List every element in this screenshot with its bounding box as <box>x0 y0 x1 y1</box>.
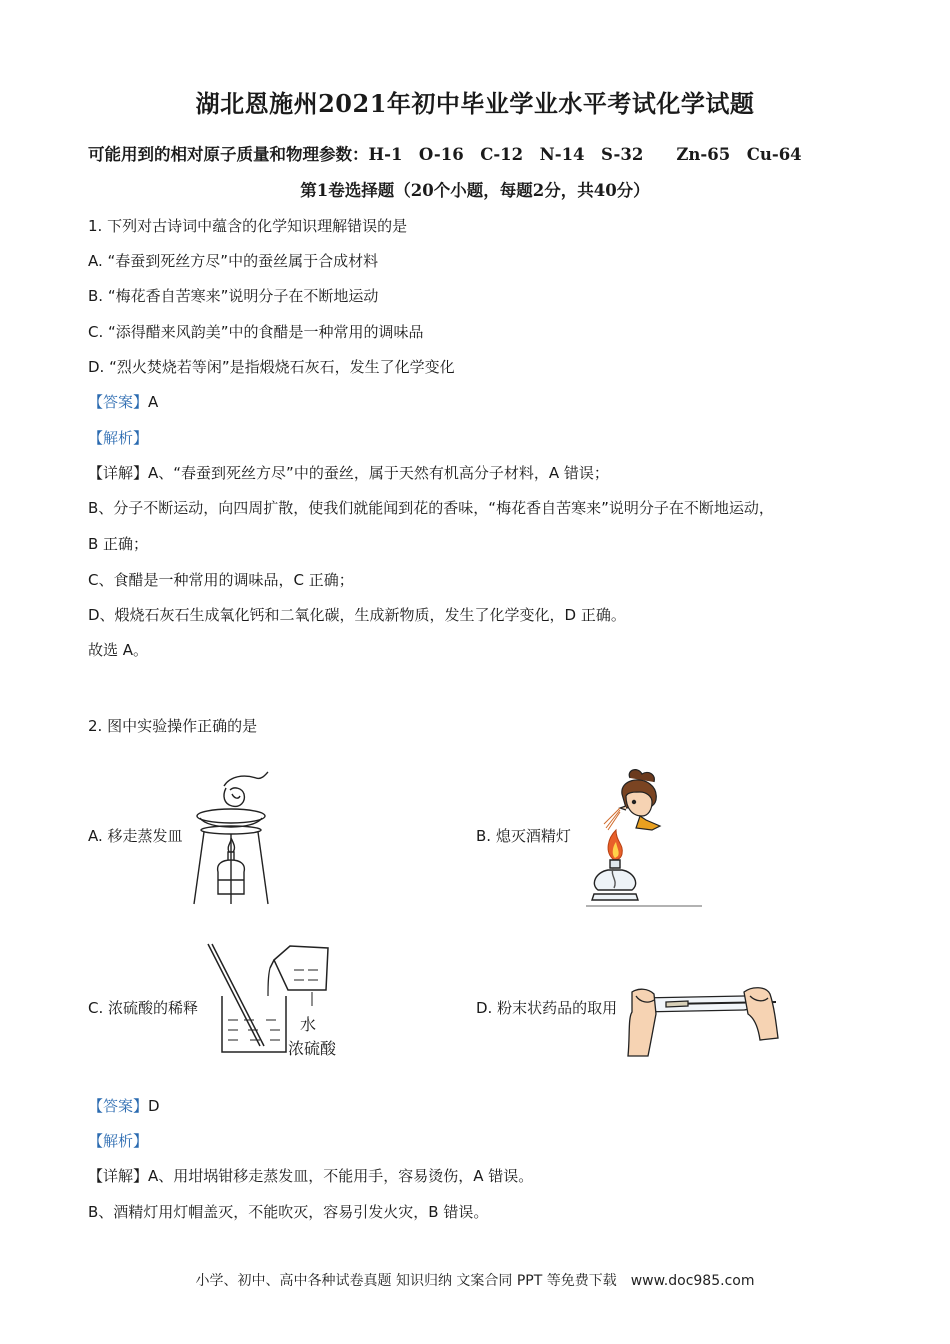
q1-detail-2: B 正确； <box>88 535 149 553</box>
q2-option-d: D. 粉末状药品的取用 <box>476 999 618 1017</box>
q1-option-b: B. “梅花香自苦寒来”说明分子在不断地运动 <box>88 287 379 305</box>
atomic-mass-params: 可能用到的相对原子质量和物理参数：H-1 O-16 C-12 N-14 S-32 Zn-65 Cu-64 <box>88 145 802 164</box>
q1-analysis-tag: 【解析】 <box>88 429 149 447</box>
q2-detail-0 <box>88 1166 533 1186</box>
q1-stem: 1. 下列对古诗词中蕴含的化学知识理解错误的是 <box>88 217 408 235</box>
powder-transfer-figure <box>626 966 782 1060</box>
q1-detail-5: 故选 A。 <box>88 641 149 659</box>
q1-option-a: A. “春蚕到死丝方尽”中的蚕丝属于合成材料 <box>88 252 379 270</box>
q1-detail-0 <box>88 463 609 483</box>
detail-tag: 【详解】 <box>88 1167 149 1185</box>
section-heading: 第1卷选择题（20个小题，每题2分，共40分） <box>300 181 650 200</box>
evaporating-dish-figure <box>186 768 276 910</box>
q2-answer <box>88 1096 160 1116</box>
answer-value: D <box>148 1097 160 1115</box>
answer-tag: 【答案】 <box>88 1097 149 1115</box>
q1-detail-1: B、分子不断运动，向四周扩散，使我们就能闻到花的香味，“梅花香自苦寒来”说明分子在不断地运动， <box>88 499 774 517</box>
q1-answer <box>88 392 158 412</box>
answer-value: A <box>148 393 159 411</box>
page-footer: 小学、初中、高中各种试卷真题 知识归纳 文案合同 PPT 等免费下载 www.doc985.com <box>195 1273 755 1289</box>
acid-dilution-figure <box>204 940 360 1060</box>
q2-option-c: C. 浓硫酸的稀释 <box>88 999 199 1017</box>
label-water: 水 <box>300 1015 317 1034</box>
q2-option-b: B. 熄灭酒精灯 <box>476 827 571 845</box>
detail-tag: 【详解】 <box>88 464 149 482</box>
answer-tag: 【答案】 <box>88 393 149 411</box>
q1-option-d: D. “烈火焚烧若等闲”是指煅烧石灰石，发生了化学变化 <box>88 358 455 376</box>
q2-analysis-tag: 【解析】 <box>88 1132 149 1150</box>
q2-detail-1: B、酒精灯用灯帽盖灭，不能吹灭，容易引发火灾，B 错误。 <box>88 1203 489 1221</box>
detail-text: A、“春蚕到死丝方尽”中的蚕丝，属于天然有机高分子材料，A 错误； <box>148 464 609 482</box>
q1-detail-3: C、食醋是一种常用的调味品，C 正确； <box>88 571 354 589</box>
q1-option-c: C. “添得醋来风韵美”中的食醋是一种常用的调味品 <box>88 323 424 341</box>
detail-text: A、用坩埚钳移走蒸发皿，不能用手，容易烫伤，A 错误。 <box>148 1167 534 1185</box>
q1-detail-4: D、煅烧石灰石生成氧化钙和二氧化碳，生成新物质，发生了化学变化，D 正确。 <box>88 606 626 624</box>
q2-stem: 2. 图中实验操作正确的是 <box>88 717 258 735</box>
exam-title: 湖北恩施州2021年初中毕业学业水平考试化学试题 <box>195 89 755 118</box>
alcohol-lamp-figure <box>586 768 702 910</box>
q2-option-a: A. 移走蒸发皿 <box>88 827 183 845</box>
label-conc-sulfuric-acid: 浓硫酸 <box>288 1039 337 1058</box>
